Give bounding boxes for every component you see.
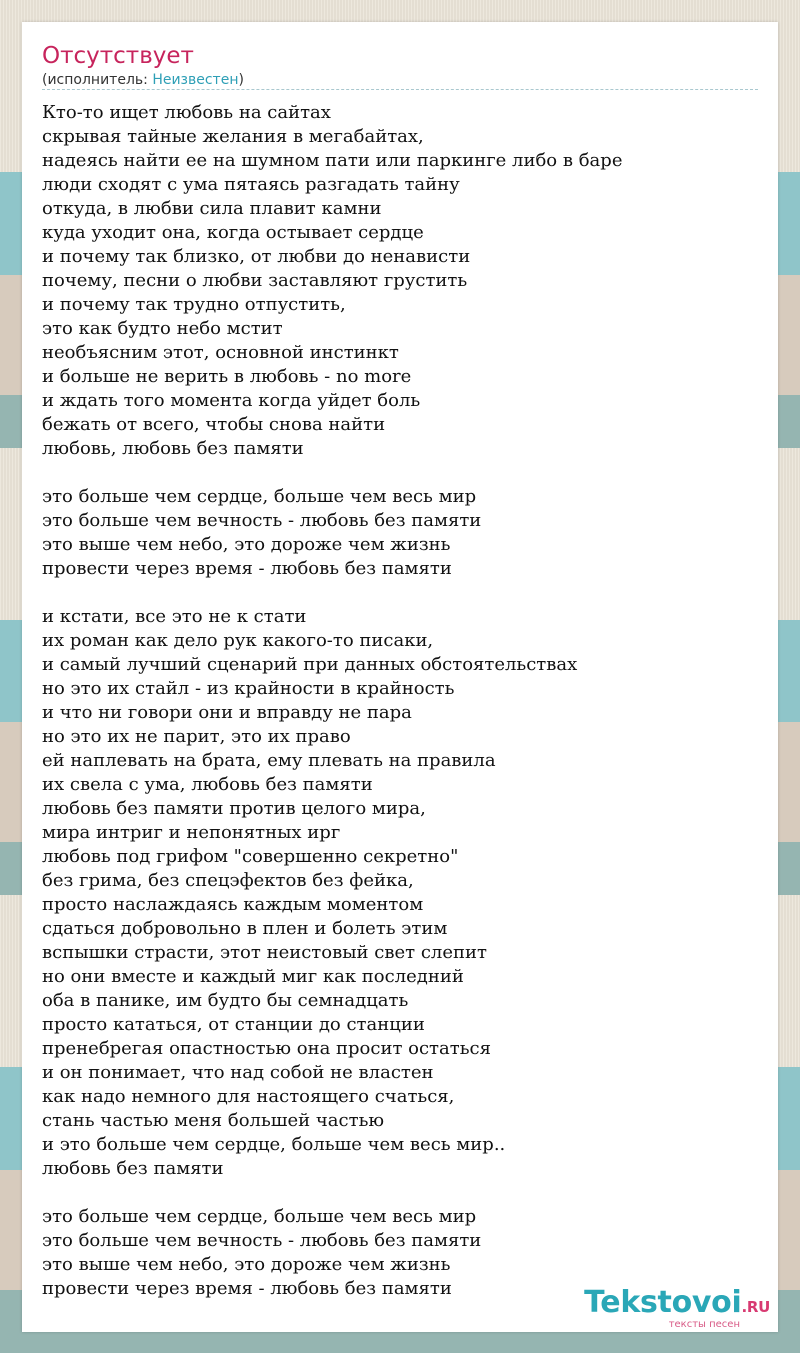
- site-logo[interactable]: [584, 1286, 770, 1330]
- lyric-line: любовь под грифом "совершенно секретно": [42, 846, 459, 867]
- lyrics-card: [22, 22, 778, 1332]
- lyric-line: надеясь найти ее на шумном пати или паркинге либо в баре: [42, 150, 623, 171]
- lyric-line: люди сходят с ума пятаясь разгадать тайну: [42, 174, 460, 195]
- lyric-line: мира интриг и непонятных ирг: [42, 822, 341, 843]
- lyric-line: но это их не парит, это их право: [42, 726, 351, 747]
- lyric-line: и это больше чем сердце, больше чем весь мир..: [42, 1134, 506, 1155]
- lyric-line: и кстати, все это не к стати: [42, 606, 307, 627]
- lyric-line: и почему так трудно отпустить,: [42, 294, 346, 315]
- artist-link[interactable]: Неизвестен: [152, 72, 239, 88]
- lyric-line: стань частью меня большей частью: [42, 1110, 385, 1131]
- lyric-line: это выше чем небо, это дороже чем жизнь: [42, 534, 451, 555]
- logo-tagline: тексты песен: [668, 1319, 740, 1330]
- lyric-line: провести через время - любовь без памяти: [42, 1278, 452, 1299]
- lyric-line: их роман как дело рук какого-то писаки,: [42, 630, 434, 651]
- lyric-line: вспышки страсти, этот неистовый свет слепит: [42, 942, 487, 963]
- lyric-line: ей наплевать на брата, ему плевать на правила: [42, 750, 496, 771]
- lyric-line: скрывая тайные желания в мегабайтах,: [42, 126, 424, 147]
- lyric-line: это выше чем небо, это дороже чем жизнь: [42, 1254, 451, 1275]
- lyric-line: это больше чем вечность - любовь без памяти: [42, 1230, 482, 1251]
- lyric-line: и самый лучший сценарий при данных обстоятельствах: [42, 654, 578, 675]
- lyric-line: пренебрегая опастностью она просит остаться: [42, 1038, 491, 1059]
- lyric-line: провести через время - любовь без памяти: [42, 558, 452, 579]
- lyric-line: и что ни говори они и вправду не пара: [42, 702, 412, 723]
- lyric-line: откуда, в любви сила плавит камни: [42, 198, 382, 219]
- lyric-line: любовь, любовь без памяти: [42, 438, 304, 459]
- stanza-break: [42, 461, 762, 485]
- title-divider: [42, 89, 758, 90]
- lyric-line: оба в панике, им будто бы семнадцать: [42, 990, 409, 1011]
- lyric-line: Кто-то ищет любовь на сайтах: [42, 102, 331, 123]
- logo-name: Tekstovoi: [584, 1285, 742, 1320]
- lyric-line: их свела с ума, любовь без памяти: [42, 774, 373, 795]
- lyric-line: это больше чем сердце, больше чем весь мир: [42, 1206, 477, 1227]
- lyric-line: любовь без памяти: [42, 1158, 224, 1179]
- lyric-line: но они вместе и каждый миг как последний: [42, 966, 464, 987]
- artist-line: [42, 71, 244, 89]
- stanza-break: [42, 1181, 762, 1205]
- lyric-line: но это их стайл - из крайности в крайность: [42, 678, 455, 699]
- lyrics-text: [42, 101, 762, 1301]
- lyric-line: и ждать того момента когда уйдет боль: [42, 390, 421, 411]
- lyric-line: как надо немного для настоящего счаться,: [42, 1086, 455, 1107]
- song-title: Отсутствует: [42, 43, 194, 69]
- lyric-line: почему, песни о любви заставляют грустить: [42, 270, 468, 291]
- lyric-line: бежать от всего, чтобы снова найти: [42, 414, 386, 435]
- lyric-line: просто наслаждаясь каждым моментом: [42, 894, 424, 915]
- lyric-line: и почему так близко, от любви до ненависти: [42, 246, 471, 267]
- logo-tld: .RU: [741, 1298, 770, 1316]
- lyric-line: любовь без памяти против целого мира,: [42, 798, 426, 819]
- lyric-line: и больше не верить в любовь - no more: [42, 366, 412, 387]
- lyric-line: это как будто небо мстит: [42, 318, 283, 339]
- lyric-line: куда уходит она, когда остывает сердце: [42, 222, 424, 243]
- lyric-line: это больше чем вечность - любовь без памяти: [42, 510, 482, 531]
- lyric-line: это больше чем сердце, больше чем весь мир: [42, 486, 477, 507]
- lyric-line: сдаться добровольно в плен и болеть этим: [42, 918, 448, 939]
- artist-suffix: ): [238, 72, 244, 88]
- lyric-line: просто кататься, от станции до станции: [42, 1014, 425, 1035]
- lyric-line: без грима, без спецэфектов без фейка,: [42, 870, 414, 891]
- stanza-break: [42, 581, 762, 605]
- lyric-line: необъясним этот, основной инстинкт: [42, 342, 399, 363]
- lyric-line: и он понимает, что над собой не властен: [42, 1062, 434, 1083]
- artist-prefix: (исполнитель:: [42, 72, 153, 88]
